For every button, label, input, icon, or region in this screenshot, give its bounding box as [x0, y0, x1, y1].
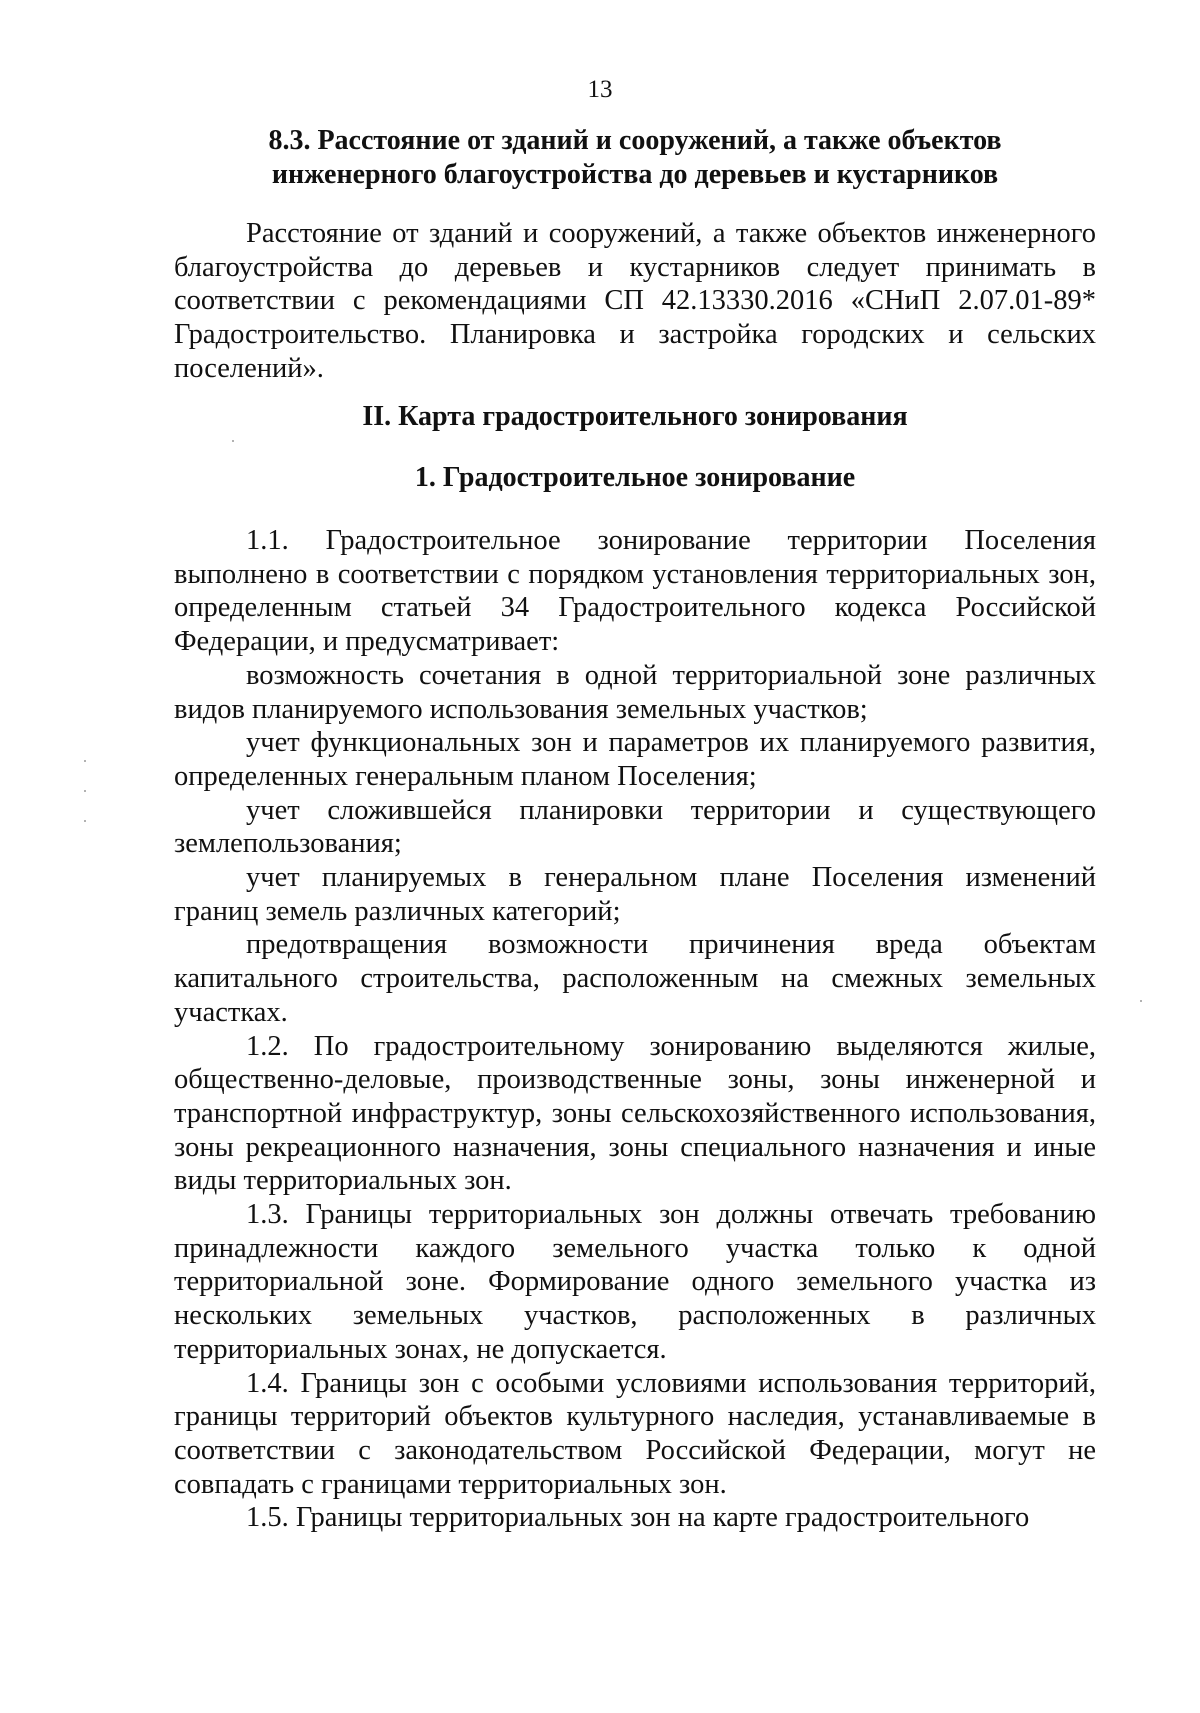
section-1-title: 1. Градостроительное зонирование	[414, 462, 856, 493]
clause-1-2: 1.2. По градостроительному зонированию выделяются жилые, общественно-деловые, производственные зоны, зоны инженерной и транспортной инфраструктур, зоны сельскохозяйственного использования, зоны рекреационного назначения, зоны специального назначения и иные виды территориальных зон.	[174, 1030, 1096, 1197]
clause-1-1-item-2: учет функциональных зон и параметров их планируемого развития, определенных генеральным планом Поселения;	[174, 727, 1096, 792]
scan-speck	[84, 760, 86, 762]
clause-1-5-partial: 1.5. Границы территориальных зон на карте градостроительного	[246, 1502, 1030, 1534]
clause-1-1-item-3: учет сложившейся планировки территории и существующего землепользования;	[174, 794, 1096, 860]
section-8-3-heading	[174, 124, 1096, 192]
section-8-3-paragraph: Расстояние от зданий и сооружений, а также объектов инженерного благоустройства до деревьев и кустарников следует принимать в соответствии с рекомендациями СП 42.13330.2016 «СНиП 2.07.01-89* Градостроительство. Планировка и застройка городских и сельских поселений».	[174, 218, 1096, 384]
section-8-3-heading-line-2: инженерного благоустройства до деревьев и кустарников	[271, 159, 999, 190]
clause-1-1: 1.1. Градостроительное зонирование территории Поселения выполнено в соответствии с порядком установления территориальных зон, определенным статьей 34 Градостроительного кодекса Российской Федерации, и предусматривает:	[174, 525, 1096, 658]
clause-1-1-item-5: предотвращения возможности причинения вреда объектам капитального строительства, расположенным на смежных земельных участках.	[174, 929, 1096, 1028]
clause-1-1-item-4: учет планируемых в генеральном плане Поселения изменений границ земель различных категорий;	[174, 862, 1096, 927]
clauses-body	[174, 524, 1096, 1535]
page-number: 13	[587, 76, 613, 103]
scan-speck	[84, 820, 86, 822]
scan-speck	[232, 440, 234, 442]
clause-1-1-item-1: возможность сочетания в одной территориальной зоне различных видов планируемого использования земельных участков;	[174, 659, 1096, 725]
scan-speck	[84, 790, 86, 792]
section-8-3-heading-line-1: 8.3. Расстояние от зданий и сооружений, а также объектов	[268, 125, 1002, 156]
clause-1-4: 1.4. Границы зон с особыми условиями использования территорий, границы территорий объектов культурного наследия, устанавливаемые в соответствии с законодательством Российской Федерации, могут не совпадать с границами территориальных зон.	[174, 1367, 1096, 1500]
clause-1-3: 1.3. Границы территориальных зон должны отвечать требованию принадлежности каждого земельного участка только к одной территориальной зоне. Формирование одного земельного участка из нескольких земельных участков, расположенных в различных территориальных зонах, не допускается.	[174, 1199, 1096, 1365]
part-2-title: II. Карта градостроительного зонирования	[362, 401, 908, 432]
scan-speck	[1140, 1000, 1142, 1002]
